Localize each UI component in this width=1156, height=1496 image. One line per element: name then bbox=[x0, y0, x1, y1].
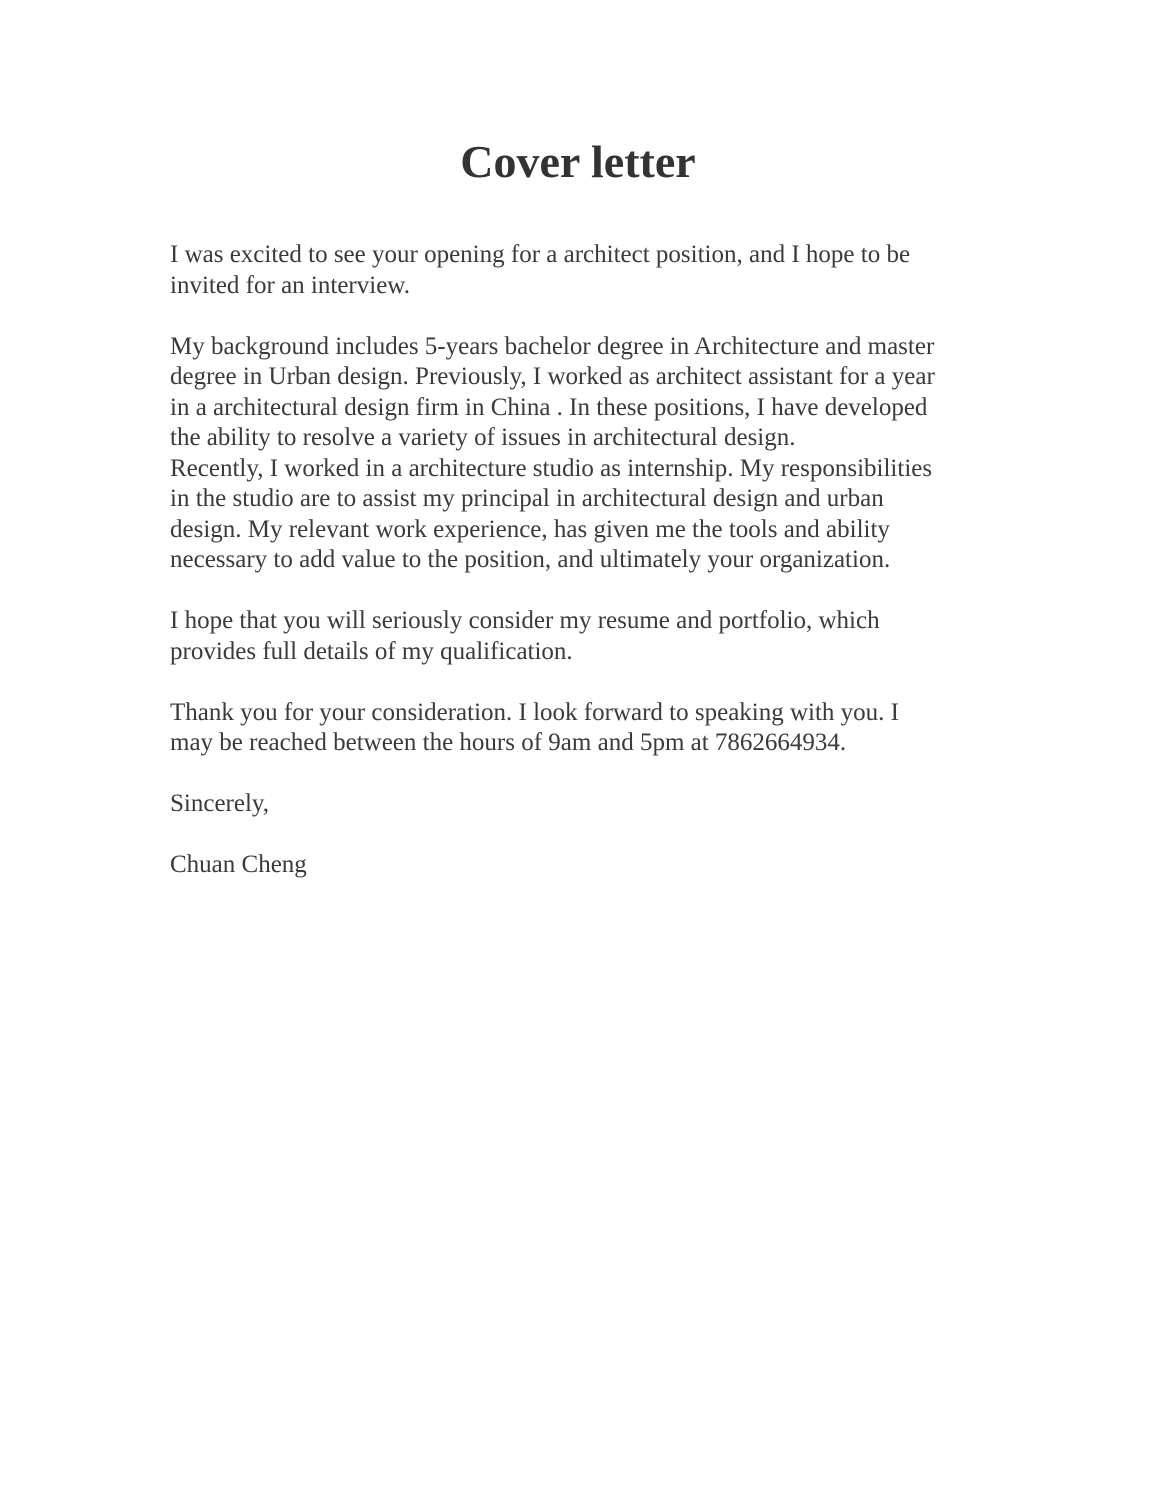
paragraph-background: My background includes 5-years bachelor degree in Architecture and master degree in Urban design. Previously, I worked as architect assistant for a year in a architectural design firm in China . In these positions, I have developed the ability to resolve a variety of issues in architectural design. Recently, I worked in a architecture studio as internship. My responsibilities in the studio are to assist my principal in architectural design and urban design. My relevant work experience, has given me the tools and ability necessary to add value to the position, and ultimately your organization. bbox=[170, 332, 935, 573]
signature: Chuan Cheng bbox=[170, 851, 307, 878]
paragraph-intro: I was excited to see your opening for a architect position, and I hope to be invited for an interview. bbox=[170, 241, 911, 299]
letter-body bbox=[170, 240, 1000, 881]
paragraph-thanks: Thank you for your consideration. I look forward to speaking with you. I may be reached between the hours of 9am and 5pm at 7862664934. bbox=[170, 698, 900, 756]
paragraph-request: I hope that you will seriously consider my resume and portfolio, which provides full details of my qualification. bbox=[170, 607, 880, 665]
closing: Sincerely, bbox=[170, 790, 270, 817]
document-title: Cover letter bbox=[460, 136, 696, 187]
